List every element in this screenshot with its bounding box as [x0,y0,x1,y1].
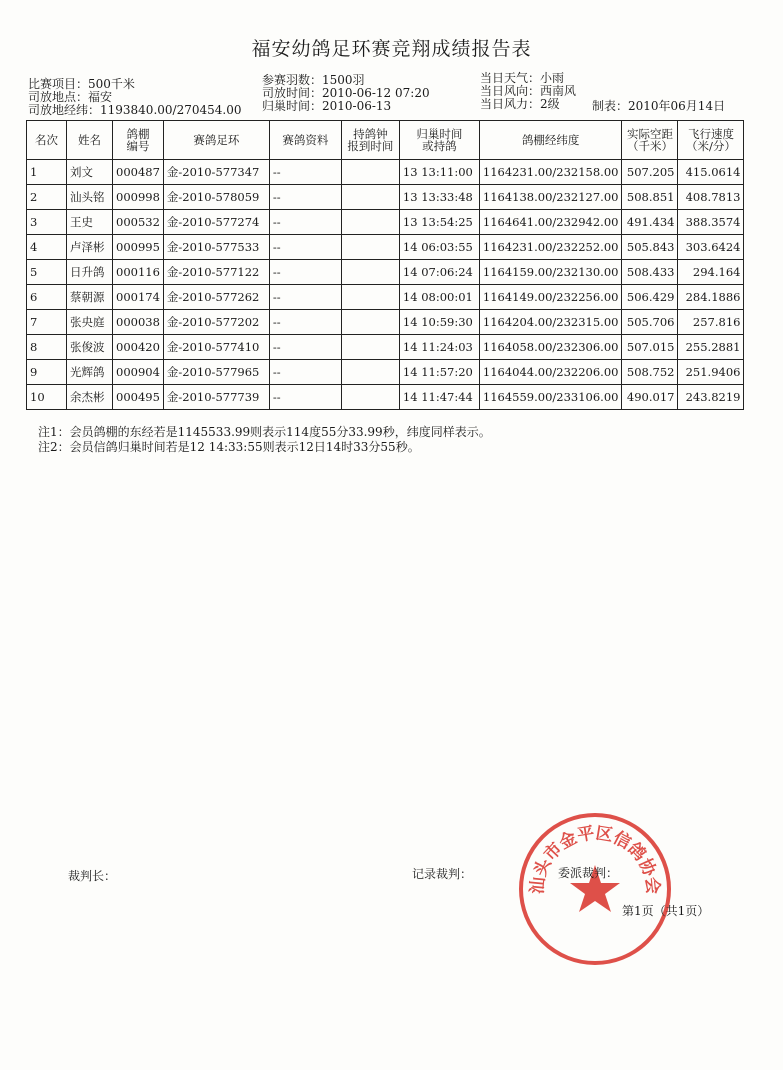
info-column-middle [262,74,430,113]
cell-arrival-time: 14 11:57:20 [399,360,479,385]
cell-pigeon-info: -- [269,310,341,335]
cell-rank: 9 [27,360,67,385]
cell-rank: 6 [27,285,67,310]
cell-name: 汕头铭 [67,185,113,210]
table-row [27,285,744,310]
svg-text:汕头市金平区信鸽协会: 汕头市金平区信鸽协会 [527,823,663,896]
cell-loft-coords: 1164159.00/232130.00 [479,260,622,285]
cell-loft-coords: 1164231.00/232158.00 [479,160,622,185]
cell-loft-coords: 1164149.00/232256.00 [479,285,622,310]
cell-loft-id: 000174 [113,285,164,310]
cell-loft-coords: 1164559.00/233106.00 [479,385,622,410]
table-body [27,160,744,410]
cell-speed: 243.8219 [678,385,744,410]
cell-rank: 8 [27,335,67,360]
page-number: 第1页（共1页） [622,904,710,918]
release-time-text: 司放时间：2010-06-12 07:20 [262,86,430,100]
cell-pigeon-info: -- [269,260,341,285]
made-date-text: 制表：2010年06月14日 [592,99,726,113]
cell-distance: 490.017 [622,385,678,410]
cell-arrival-time: 13 13:11:00 [399,160,479,185]
table-row [27,210,744,235]
cell-distance: 505.706 [622,310,678,335]
table-row [27,385,744,410]
cell-ring-number: 金-2010-577533 [163,235,269,260]
cell-speed: 388.3574 [678,210,744,235]
info-column-right [480,72,576,111]
cell-loft-id: 000487 [113,160,164,185]
cell-loft-id: 000038 [113,310,164,335]
header-rank: 名次 [27,121,67,160]
cell-arrival-time: 14 06:03:55 [399,235,479,260]
cell-ring-number: 金-2010-577347 [163,160,269,185]
weather-text: 当日天气：小雨 [480,71,565,85]
cell-loft-id: 000998 [113,185,164,210]
record-referee-label: 记录裁判： [412,867,473,881]
cell-speed: 294.164 [678,260,744,285]
cell-name: 光辉鸽 [67,360,113,385]
cell-loft-coords: 1164641.00/232942.00 [479,210,622,235]
cell-speed: 255.2881 [678,335,744,360]
cell-name: 刘文 [67,160,113,185]
cell-pigeon-info: -- [269,360,341,385]
cell-loft-id: 000532 [113,210,164,235]
cell-clock-time [341,360,399,385]
cell-arrival-time: 13 13:54:25 [399,210,479,235]
cell-loft-coords: 1164044.00/232206.00 [479,360,622,385]
cell-arrival-time: 14 07:06:24 [399,260,479,285]
cell-name: 日升鸽 [67,260,113,285]
cell-speed: 408.7813 [678,185,744,210]
cell-ring-number: 金-2010-577965 [163,360,269,385]
release-coords-text: 司放地经纬：1193840.00/270454.00 [28,103,242,117]
cell-arrival-time: 14 11:47:44 [399,385,479,410]
cell-pigeon-info: -- [269,235,341,260]
cell-ring-number: 金-2010-578059 [163,185,269,210]
cell-name: 余杰彬 [67,385,113,410]
cell-loft-id: 000116 [113,260,164,285]
cell-clock-time [341,285,399,310]
table-header-row [27,121,744,160]
cell-clock-time [341,235,399,260]
cell-arrival-time: 14 11:24:03 [399,335,479,360]
cell-rank: 2 [27,185,67,210]
table-row [27,160,744,185]
return-time-text: 归巢时间：2010-06-13 [262,99,392,113]
note-2: 注2：会员信鸽归巢时间若是12 14:33:55则表示12日14时33分55秒。 [38,440,420,454]
cell-clock-time [341,160,399,185]
cell-name: 王史 [67,210,113,235]
cell-distance: 508.433 [622,260,678,285]
cell-speed: 415.0614 [678,160,744,185]
wind-direction-text: 当日风向：西南风 [480,84,577,98]
cell-distance: 508.752 [622,360,678,385]
cell-distance: 491.434 [622,210,678,235]
cell-clock-time [341,310,399,335]
cell-name: 卢泽彬 [67,235,113,260]
cell-distance: 508.851 [622,185,678,210]
header-speed: 飞行速度 （米/分） [678,121,744,160]
cell-loft-id: 000904 [113,360,164,385]
table-row [27,310,744,335]
cell-loft-coords: 1164231.00/232252.00 [479,235,622,260]
header-name: 姓名 [67,121,113,160]
header-loft-id: 鸽棚 编号 [113,121,164,160]
results-table [26,120,744,410]
header-arrival-time: 归巢时间 或持鸽 [399,121,479,160]
table-row [27,335,744,360]
cell-distance: 507.015 [622,335,678,360]
report-title: 福安幼鸽足环赛竞翔成绩报告表 [251,38,532,60]
cell-ring-number: 金-2010-577410 [163,335,269,360]
cell-loft-id: 000495 [113,385,164,410]
cell-distance: 507.205 [622,160,678,185]
cell-rank: 5 [27,260,67,285]
cell-rank: 7 [27,310,67,335]
assigned-referee-label: 委派裁判： [558,866,619,880]
cell-ring-number: 金-2010-577202 [163,310,269,335]
wind-force-text: 当日风力：2级 [480,97,560,111]
cell-name: 蔡朝源 [67,285,113,310]
cell-arrival-time: 14 08:00:01 [399,285,479,310]
entries-text: 参赛羽数：1500羽 [262,73,365,87]
cell-pigeon-info: -- [269,285,341,310]
cell-loft-id: 000995 [113,235,164,260]
cell-rank: 10 [27,385,67,410]
cell-pigeon-info: -- [269,185,341,210]
cell-loft-id: 000420 [113,335,164,360]
cell-ring-number: 金-2010-577739 [163,385,269,410]
header-pigeon-info: 赛鸽资料 [269,121,341,160]
cell-rank: 4 [27,235,67,260]
cell-speed: 251.9406 [678,360,744,385]
cell-speed: 284.1886 [678,285,744,310]
cell-clock-time [341,385,399,410]
table-row [27,185,744,210]
notes [38,425,491,455]
cell-name: 张央庭 [67,310,113,335]
chief-referee-label: 裁判长： [68,869,117,883]
event-text: 比赛项目：500千米 [28,77,135,91]
table-row [27,360,744,385]
cell-loft-coords: 1164204.00/232315.00 [479,310,622,335]
header-ring-number: 赛鸽足环 [163,121,269,160]
note-1: 注1：会员鸽棚的东经若是1145533.99则表示114度55分33.99秒，纬度同样表示。 [38,425,491,439]
cell-clock-time [341,335,399,360]
release-place-text: 司放地点：福安 [28,90,113,104]
cell-rank: 1 [27,160,67,185]
cell-speed: 257.816 [678,310,744,335]
cell-rank: 3 [27,210,67,235]
cell-ring-number: 金-2010-577262 [163,285,269,310]
cell-pigeon-info: -- [269,160,341,185]
cell-clock-time [341,185,399,210]
cell-distance: 505.843 [622,235,678,260]
cell-arrival-time: 13 13:33:48 [399,185,479,210]
header-loft-coords: 鸽棚经纬度 [479,121,622,160]
cell-clock-time [341,260,399,285]
cell-ring-number: 金-2010-577122 [163,260,269,285]
cell-pigeon-info: -- [269,335,341,360]
table-row [27,235,744,260]
cell-arrival-time: 14 10:59:30 [399,310,479,335]
cell-ring-number: 金-2010-577274 [163,210,269,235]
cell-name: 张俊波 [67,335,113,360]
cell-speed: 303.6424 [678,235,744,260]
cell-loft-coords: 1164138.00/232127.00 [479,185,622,210]
association-seal-stamp [517,811,673,967]
cell-distance: 506.429 [622,285,678,310]
header-clock-time: 持鸽钟 报到时间 [341,121,399,160]
cell-pigeon-info: -- [269,385,341,410]
cell-clock-time [341,210,399,235]
table-row [27,260,744,285]
info-column-left [28,78,241,117]
cell-pigeon-info: -- [269,210,341,235]
cell-loft-coords: 1164058.00/232306.00 [479,335,622,360]
header-distance: 实际空距 （千米） [622,121,678,160]
